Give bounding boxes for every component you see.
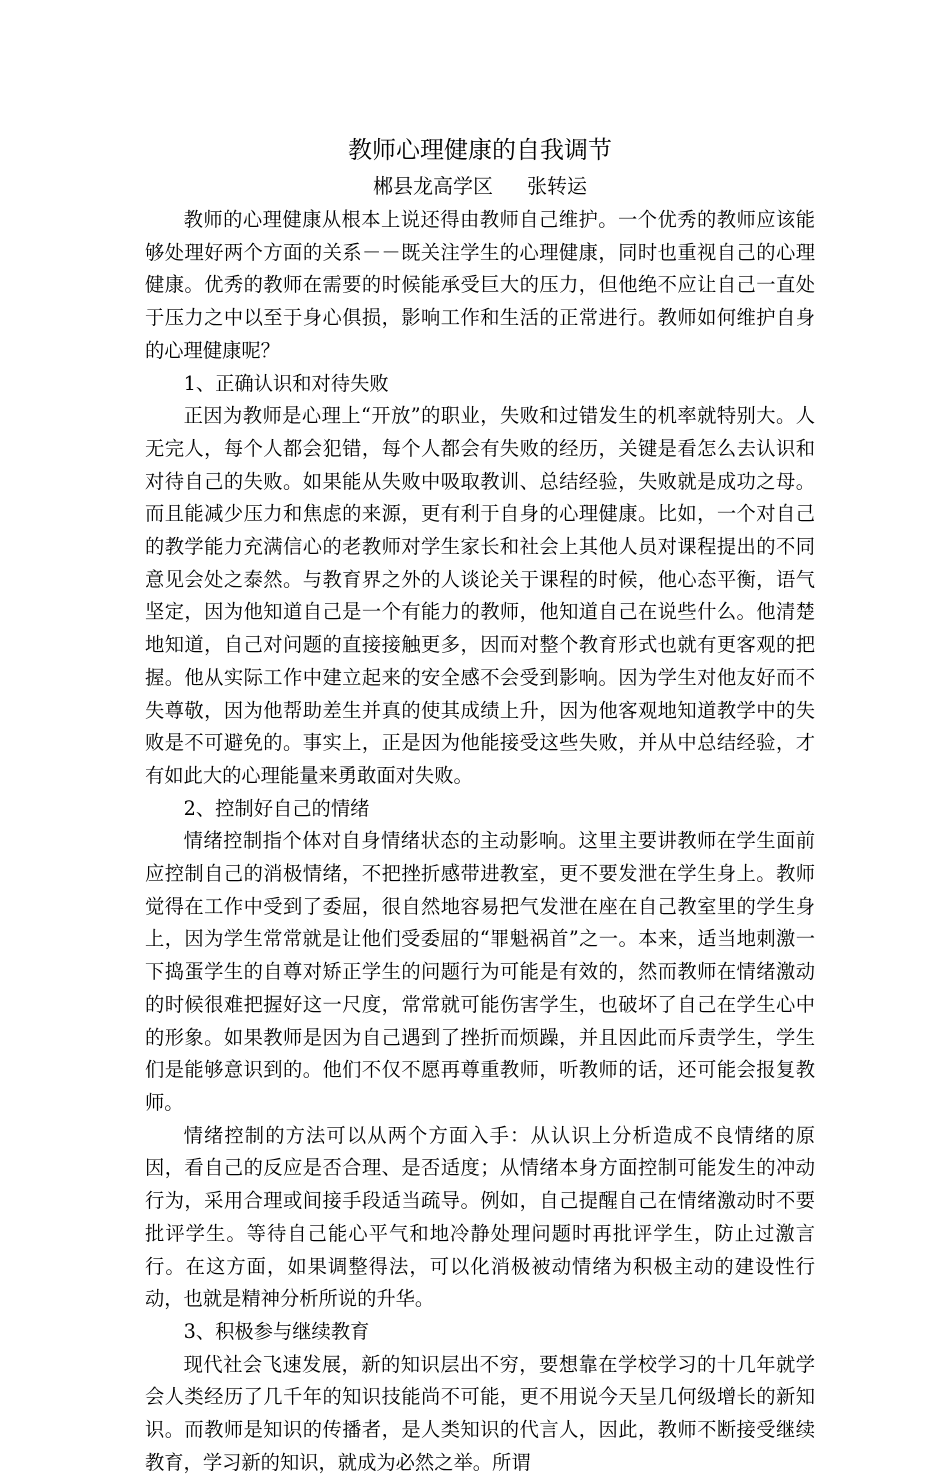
section-3-paragraph: 现代社会飞速发展，新的知识层出不穷，要想靠在学校学习的十几年就学会人类经历了几千年的知识技能尚不可能，更不用说今天呈几何级增长的新知识。而教师是知识的传播者，是人类知识的代言人，因此，教师不断接受继续教育，学习新的知识，就成为必然之举。所谓 [145, 1352, 815, 1474]
section-2-paragraph-2: 情绪控制的方法可以从两个方面入手：从认识上分析造成不良情绪的原因，看自己的反应是否合理、是否适度；从情绪本身方面控制可能发生的冲动行为，采用合理或间接手段适当疏导。例如，自己提醒自己在情绪激动时不要批评学生。等待自己能心平气和地冷静处理问题时再批评学生，防止过激言行。在这方面，如果调整得法，可以化消极被动情绪为积极主动的建设性行动，也就是精神分析所说的升华。 [145, 1123, 815, 1311]
section-2-paragraph-1: 情绪控制指个体对自身情绪状态的主动影响。这里主要讲教师在学生面前应控制自己的消极情绪，不把挫折感带进教室，更不要发泄在学生身上。教师觉得在工作中受到了委屈，很自然地容易把气发泄在座在自己教室里的学生身上，因为学生常常就是让他们受委屈的“罪魁祸首”之一。本来，适当地刺激一下捣蛋学生的自尊对矫正学生的问题行为可能是有效的，然而教师在情绪激动的时候很难把握好这一尺度，常常就可能伤害学生，也破坏了自己在学生心中的形象。如果教师是因为自己遇到了挫折而烦躁，并且因此而斥责学生，学生们是能够意识到的。他们不仅不愿再尊重教师，听教师的话，还可能会报复教师。 [145, 829, 815, 1114]
section-heading-1: 1、正确认识和对待失败 [183, 371, 389, 395]
author-name: 张转运 [527, 174, 587, 198]
author-district: 郴县龙高学区 [373, 174, 493, 198]
document-title: 教师心理健康的自我调节 [348, 136, 612, 164]
section-heading-3: 3、积极参与继续教育 [183, 1319, 370, 1343]
document-body [145, 132, 815, 1479]
section-heading-2: 2、控制好自己的情绪 [183, 796, 370, 820]
author-line [145, 168, 815, 204]
section-1-paragraph: 正因为教师是心理上“开放”的职业，失败和过错发生的机率就特别大。人无完人，每个人都会犯错，每个人都会有失败的经历，关键是看怎么去认识和对待自己的失败。如果能从失败中吸取教训、总结经验，失败就是成功之母。而且能减少压力和焦虑的来源，更有利于自身的心理健康。比如，一个对自己的教学能力充满信心的老教师对学生家长和社会上其他人员对课程提出的不同意见会处之泰然。与教育界之外的人谈论关于课程的时候，他心态平衡，语气坚定，因为他知道自己是一个有能力的教师，他知道自己在说些什么。他清楚地知道，自己对问题的直接接触更多，因而对整个教育形式也就有更客观的把握。他从实际工作中建立起来的安全感不会受到影响。因为学生对他友好而不失尊敬，因为他帮助差生并真的使其成绩上升，因为他客观地知道教学中的失败是不可避免的。事实上，正是因为他能接受这些失败，并从中总结经验，才有如此大的心理能量来勇敢面对失败。 [145, 404, 815, 787]
intro-paragraph: 教师的心理健康从根本上说还得由教师自己维护。一个优秀的教师应该能够处理好两个方面的关系－－既关注学生的心理健康，同时也重视自己的心理健康。优秀的教师在需要的时候能承受巨大的压力，但他绝不应让自己一直处于压力之中以至于身心俱损，影响工作和生活的正常进行。教师如何维护自身的心理健康呢？ [145, 208, 815, 362]
